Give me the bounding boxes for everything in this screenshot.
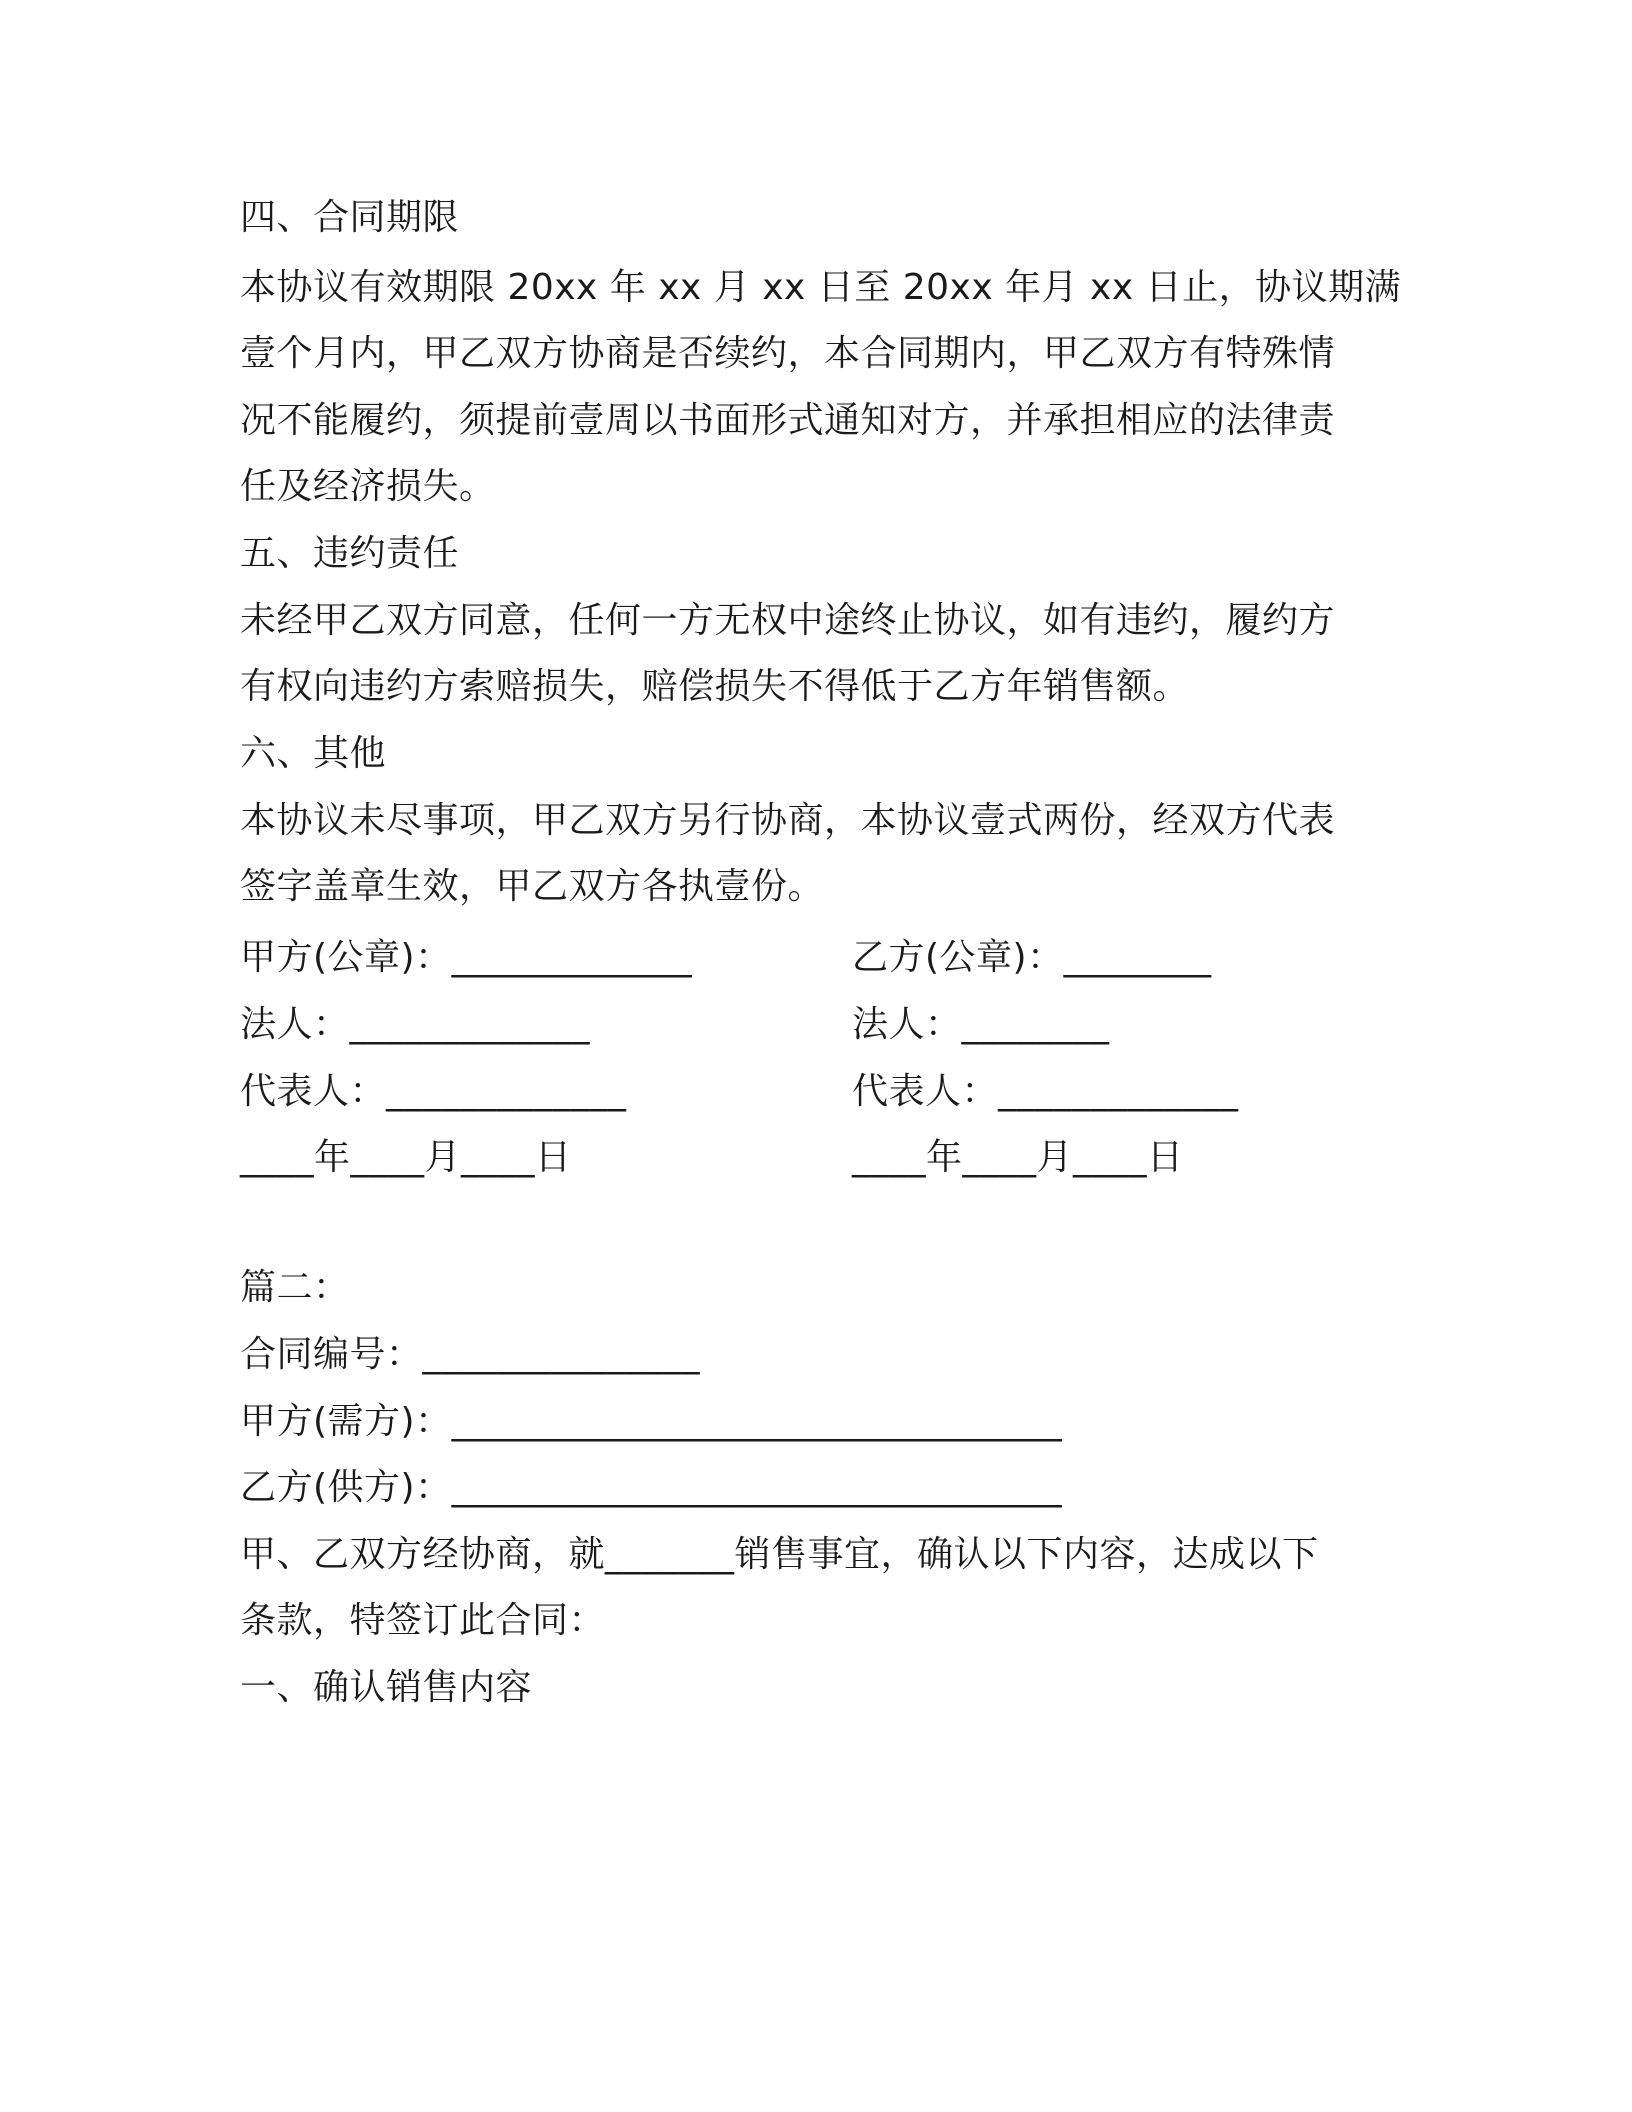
- party-a-seal-field: 甲方(公章)：_____________: [240, 937, 693, 978]
- part-2-section-1-heading: 一、确认销售内容: [240, 1667, 533, 1708]
- section-6-line-2: 签字盖章生效，甲乙双方各执壹份。: [240, 866, 825, 907]
- party-b-seal-field: 乙方(公章)：________: [852, 937, 1212, 978]
- section-4-heading: 四、合同期限: [240, 197, 460, 238]
- party-a-date-field: ____年____月____日: [240, 1137, 572, 1178]
- part-2-intro-line-1: 甲、乙双方经协商，就_______销售事宜，确认以下内容，达成以下: [240, 1534, 1319, 1575]
- section-4-line-2: 壹个月内，甲乙双方协商是否续约，本合同期内，甲乙双方有特殊情: [240, 333, 1336, 374]
- part-2-intro-line-2: 条款，特签订此合同：: [240, 1600, 606, 1641]
- party-b-rep-field: 代表人：_____________: [852, 1071, 1239, 1112]
- party-a-rep-field: 代表人：_____________: [240, 1071, 627, 1112]
- contract-number-field: 合同编号：_______________: [240, 1334, 701, 1375]
- party-a-buyer-field: 甲方(需方)：_________________________________: [240, 1401, 1063, 1442]
- party-b-legal-field: 法人：________: [852, 1004, 1110, 1045]
- part-2-title: 篇二：: [240, 1267, 350, 1308]
- section-5-line-1: 未经甲乙双方同意，任何一方无权中途终止协议，如有违约，履约方: [240, 600, 1336, 641]
- party-b-date-field: ____年____月____日: [852, 1137, 1184, 1178]
- party-b-supplier-field: 乙方(供方)：_________________________________: [240, 1467, 1063, 1508]
- section-4-line-3: 况不能履约，须提前壹周以书面形式通知对方，并承担相应的法律责: [240, 400, 1336, 441]
- section-5-line-2: 有权向违约方索赔损失，赔偿损失不得低于乙方年销售额。: [240, 666, 1190, 707]
- section-5-heading: 五、违约责任: [240, 533, 460, 574]
- section-6-heading: 六、其他: [240, 733, 387, 774]
- section-6-line-1: 本协议未尽事项，甲乙双方另行协商，本协议壹式两份，经双方代表: [240, 800, 1336, 841]
- section-4-line-4: 任及经济损失。: [240, 466, 496, 507]
- party-a-legal-field: 法人：_____________: [240, 1004, 591, 1045]
- section-4-line-1: 本协议有效期限 20xx 年 xx 月 xx 日至 20xx 年月 xx 日止，协议期满: [240, 267, 1402, 308]
